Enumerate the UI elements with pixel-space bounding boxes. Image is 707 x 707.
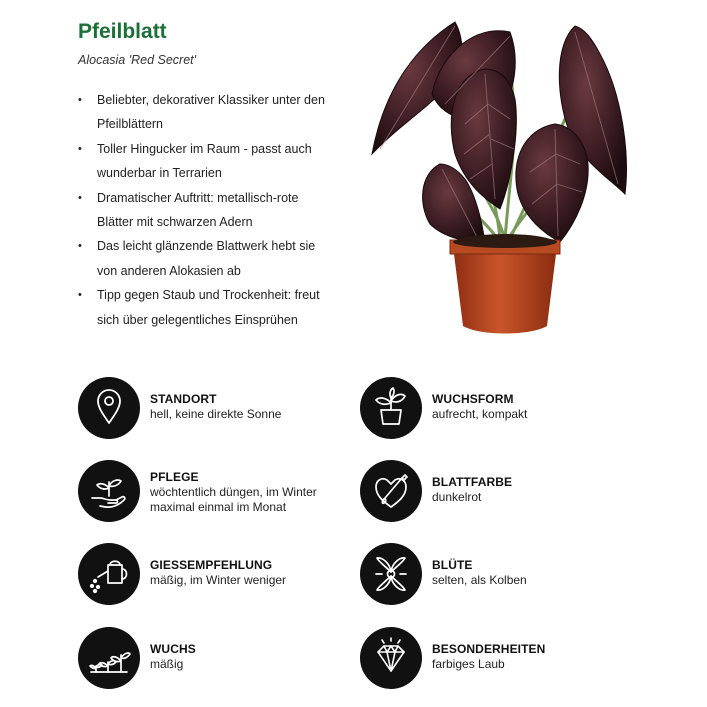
feature-label: STANDORT [150,392,217,406]
feature-label: BLÜTE [432,558,473,572]
bullet-item: • Beliebter, dekorativer Klassiker unter den Pfeilblättern [78,88,368,137]
botanical-name: Alocasia 'Red Secret' [78,53,197,67]
feature-value: farbiges Laub [432,657,505,671]
feature-label: WUCHS [150,642,196,656]
feature-label: WUCHSFORM [432,392,514,406]
feature-giessempfehlung [78,543,358,605]
feature-label: BESONDERHEITEN [432,642,546,656]
bullet-item: • Dramatischer Auftritt: metallisch-rote Blätter mit schwarzen Adern [78,186,368,235]
feature-wuchs [78,627,358,689]
feature-besonderheiten [360,627,660,689]
feature-value: mäßig, im Winter weniger [150,573,287,587]
feature-value-line2: maximal einmal im Monat [150,500,287,514]
hand-sprout-icon [78,460,140,522]
feature-pflege [78,460,368,522]
bullet-item: • Das leicht glänzende Blattwerk hebt sie von anderen Alokasien ab [78,234,368,283]
feature-value: dunkelrot [432,490,482,504]
location-pin-icon [78,377,140,439]
feature-value: aufrecht, kompakt [432,407,528,421]
feature-bullet-list [78,88,368,332]
seedlings-icon [78,627,140,689]
feature-blattfarbe [360,460,660,522]
feature-value: mäßig [150,657,184,671]
flower-icon [360,543,422,605]
leaf-brush-icon [360,460,422,522]
product-title: Pfeilblatt [78,20,167,43]
feature-wuchsform [360,377,660,439]
watering-can-icon [78,543,140,605]
feature-label: PFLEGE [150,470,199,484]
bullet-item: • Tipp gegen Staub und Trockenheit: freut sich über gelegentliches Einsprühen [78,283,368,332]
plant-image [360,14,640,344]
feature-label: GIESSEMPFEHLUNG [150,558,273,572]
potted-plant-icon [360,377,422,439]
feature-value: hell, keine direkte Sonne [150,407,282,421]
bullet-item: • Toller Hingucker im Raum - passt auch wunderbar in Terrarien [78,137,368,186]
feature-value: wöchtentlich düngen, im Winter [150,485,317,499]
feature-bluete [360,543,660,605]
feature-standort [78,377,358,439]
diamond-icon [360,627,422,689]
feature-label: BLATTFARBE [432,475,513,489]
feature-value: selten, als Kolben [432,573,527,587]
